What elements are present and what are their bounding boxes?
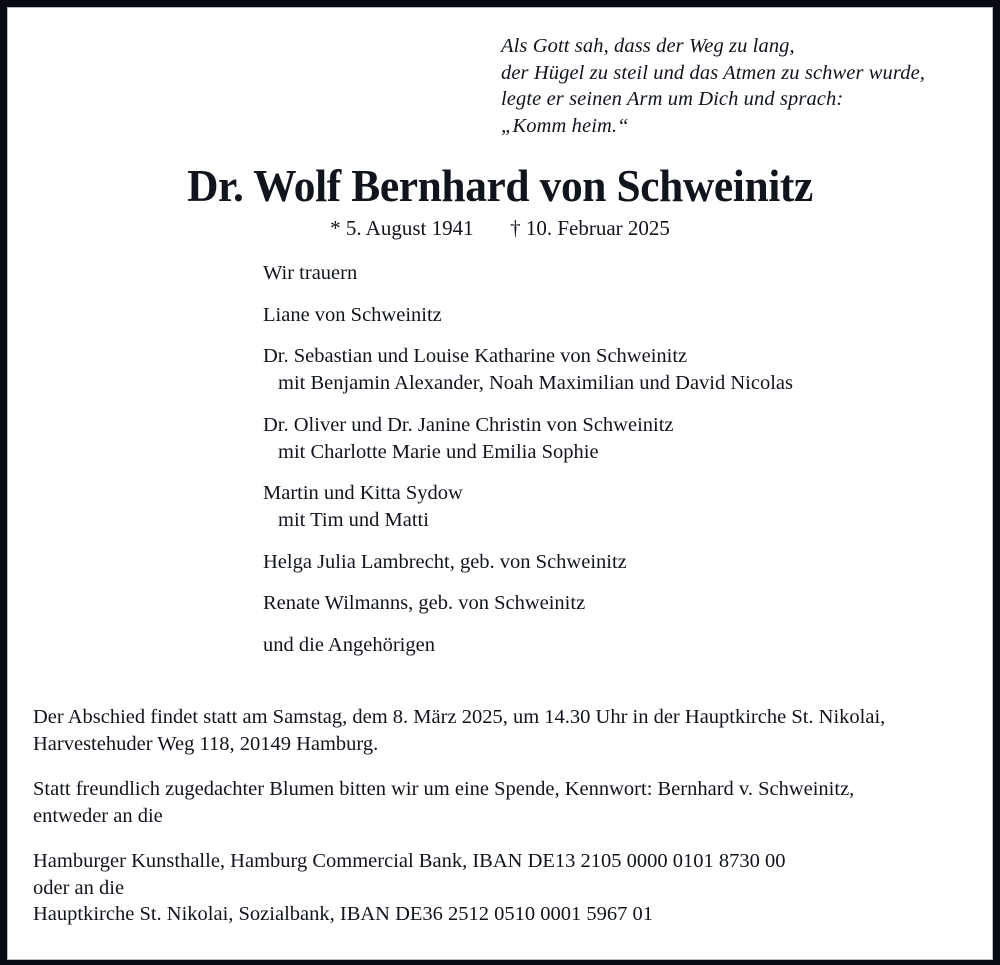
- birth-date: 5. August 1941: [345, 216, 474, 240]
- mourning-intro-group: [263, 260, 793, 287]
- birth-symbol: *: [330, 216, 341, 240]
- donation-paragraph: [33, 776, 974, 829]
- death-symbol: †: [510, 216, 521, 240]
- mourner-group: [263, 343, 793, 397]
- death-date: 10. Februar 2025: [525, 216, 670, 240]
- mourner-group: [263, 302, 793, 329]
- relatives-line: und die Angehörigen: [263, 633, 435, 656]
- mourners-list: [263, 260, 793, 659]
- bank-account-nikolai: Hauptkirche St. Nikolai, Sozialbank, IBAN DE36 2512 0510 0001 5967 01: [33, 903, 654, 925]
- mourner-group: [263, 480, 793, 534]
- mourner-secondary: mit Charlotte Marie und Emilia Sophie: [278, 440, 599, 463]
- service-line-1: Der Abschied findet statt am Samstag, dem 8. März 2025, um 14.30 Uhr in der Hauptkirche St. Nikolai,: [33, 706, 886, 728]
- mourner-primary: Dr. Oliver und Dr. Janine Christin von Schweinitz: [263, 413, 674, 436]
- mourner-group: [263, 549, 793, 576]
- epitaph-poem: [501, 33, 925, 139]
- donation-line-1: Statt freundlich zugedachter Blumen bitten wir um eine Spende, Kennwort: Bernhard v. Schweinitz,: [33, 778, 855, 800]
- poem-line-3: legte er seinen Arm um Dich und sprach:: [501, 88, 844, 110]
- poem-line-1: Als Gott sah, dass der Weg zu lang,: [501, 35, 795, 57]
- donation-line-2: entweder an die: [33, 804, 163, 827]
- mourner-primary: Martin und Kitta Sydow: [263, 482, 463, 504]
- life-dates: [8, 215, 992, 242]
- service-paragraph: [33, 704, 974, 757]
- deceased-name: Dr. Wolf Bernhard von Schweinitz: [187, 161, 813, 211]
- obituary-notice-body: [7, 7, 993, 960]
- service-line-2: Harvestehuder Weg 118, 20149 Hamburg.: [33, 732, 379, 755]
- mourning-intro: Wir trauern: [263, 262, 358, 284]
- bank-details-paragraph: [33, 848, 974, 928]
- mourner-primary: Liane von Schweinitz: [263, 303, 442, 326]
- poem-line-2: der Hügel zu steil und das Atmen zu schwer wurde,: [501, 61, 925, 84]
- mourner-primary: Renate Wilmanns, geb. von Schweinitz: [263, 592, 586, 614]
- relatives-group: [263, 632, 793, 659]
- bank-alternative-label: oder an die: [33, 876, 125, 899]
- mourner-group: [263, 590, 793, 617]
- mourner-group: [263, 412, 793, 466]
- mourner-secondary: mit Benjamin Alexander, Noah Maximilian und David Nicolas: [278, 372, 793, 394]
- mourner-secondary: mit Tim und Matti: [278, 509, 429, 531]
- mourner-primary: Dr. Sebastian und Louise Katharine von Schweinitz: [263, 345, 688, 367]
- mourner-primary: Helga Julia Lambrecht, geb. von Schweinitz: [263, 550, 627, 573]
- notice-details: [33, 704, 974, 928]
- bank-account-kunsthalle: Hamburger Kunsthalle, Hamburg Commercial Bank, IBAN DE13 2105 0000 0101 8730 00: [33, 850, 786, 872]
- poem-line-4: „Komm heim.“: [501, 114, 629, 137]
